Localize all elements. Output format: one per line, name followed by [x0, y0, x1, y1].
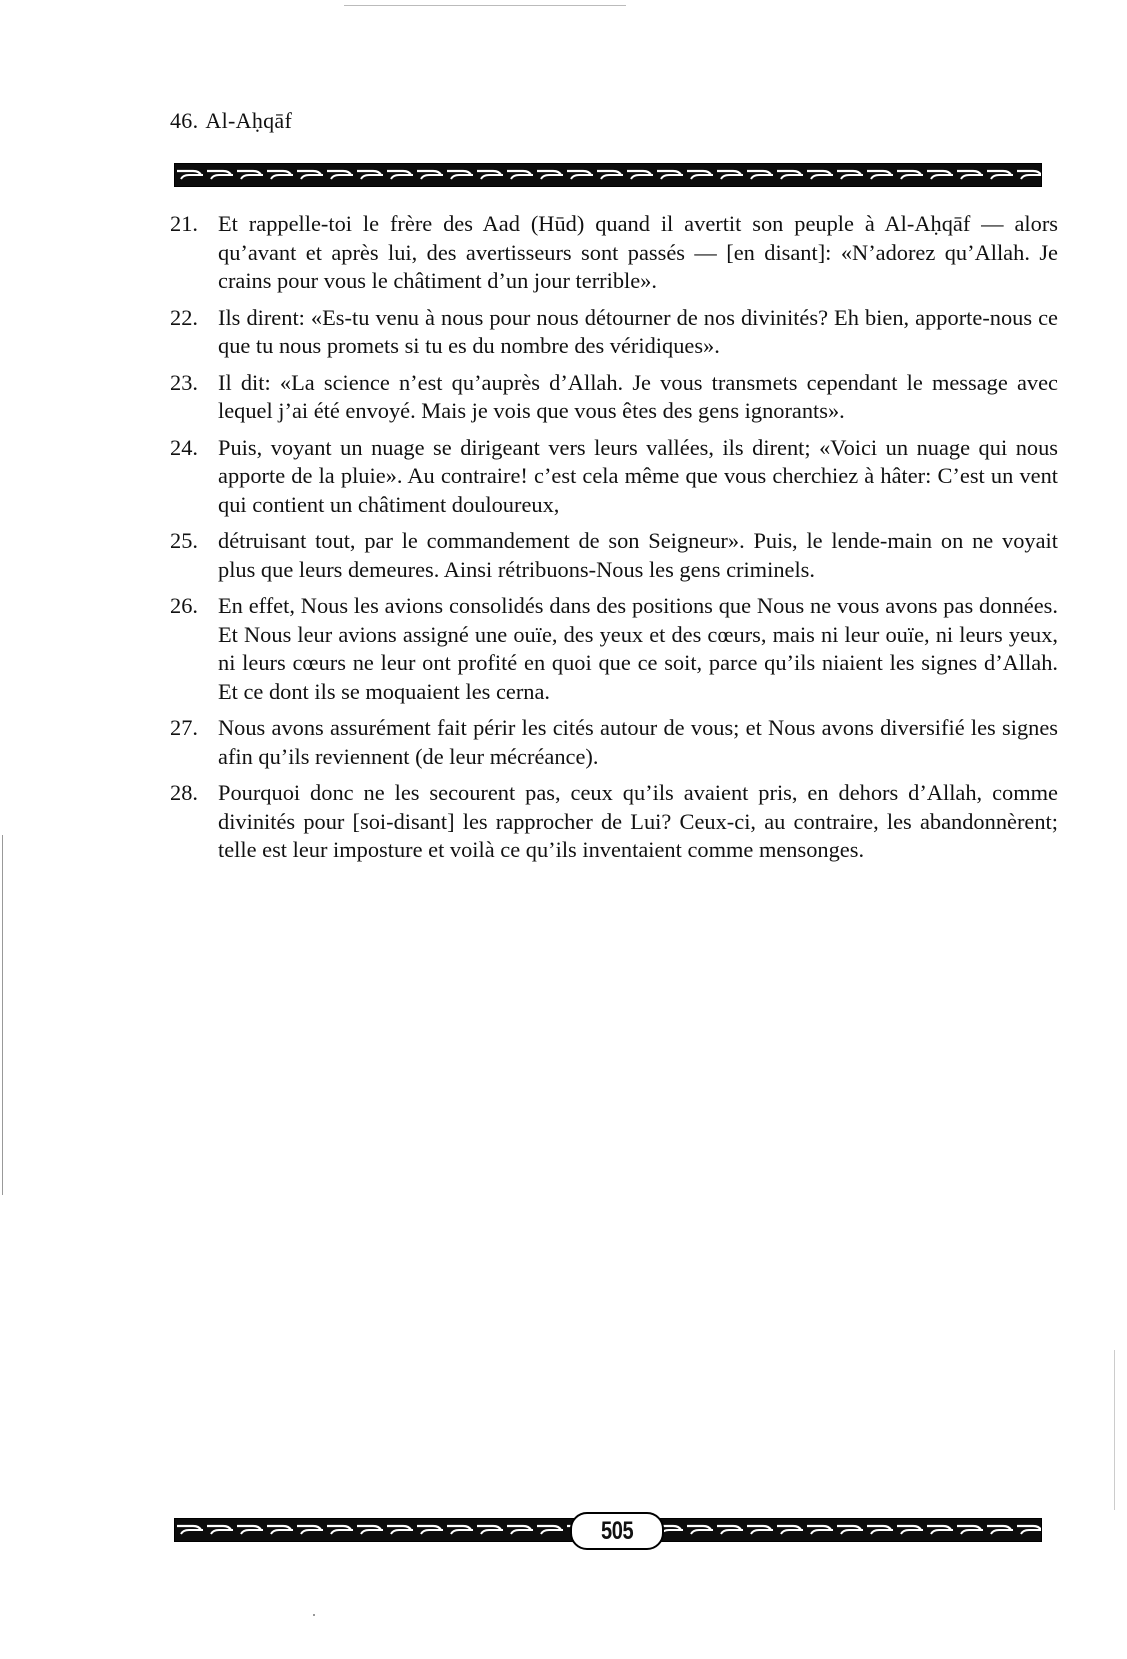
verse-text: détruisant tout, par le commandement de son Seigneur». Puis, le lende-main on ne voyait plus que leurs demeures. Ainsi rétribuons-Nous les gens criminels.	[218, 528, 1058, 582]
verse-text: Pourquoi donc ne les secourent pas, ceux qu’ils avaient pris, en dehors d’Allah, comme divinités pour [soi-disant] les rapprocher de Lui? Ceux-ci, au contraire, les abandonnèrent; telle est leur imposture et voilà ce qu’ils inventaient comme mensonges.	[218, 780, 1058, 862]
verse-25	[170, 527, 1058, 584]
page-number: 505	[600, 1516, 634, 1545]
verse-number: 27.	[170, 715, 198, 740]
verse-22	[170, 304, 1058, 361]
verse-number: 28.	[170, 780, 198, 805]
surah-name: Al-Aḥqāf	[205, 108, 293, 133]
verse-number: 26.	[170, 593, 198, 618]
verse-text: Il dit: «La science n’est qu’auprès d’Allah. Je vous transmets cependant le message avec lequel j’ai été envoyé. Mais je vois que vous êtes des gens ignorants».	[218, 369, 1058, 423]
scan-speck	[313, 1614, 315, 1616]
running-header	[170, 108, 292, 134]
verse-24	[170, 434, 1058, 520]
verse-number: 23.	[170, 369, 198, 395]
verse-28	[170, 779, 1058, 865]
verse-27	[170, 714, 1058, 771]
page-number-badge	[570, 1512, 664, 1550]
verse-number: 24.	[170, 434, 198, 460]
verse-23	[170, 369, 1058, 426]
verse-text: Et rappelle-toi le frère des Aad (Hūd) quand il avertit son peuple à Al-Aḥqāf — alors qu’avant et après lui, des avertisseurs sont passés — [en disant]: «N’adorez qu’Allah. Je crains pour vous le châtiment d’un jour terrible».	[218, 211, 1058, 293]
verse-number: 22.	[170, 304, 198, 330]
ornament-pattern-top	[175, 164, 1041, 186]
verse-text: Ils dirent: «Es-tu venu à nous pour nous détourner de nos divinités? Eh bien, apporte-nous ce que tu nous promets si tu es du nombre des véridiques».	[218, 304, 1058, 358]
verse-number: 21.	[170, 211, 198, 236]
verse-21	[170, 210, 1058, 296]
scan-top-rule	[344, 5, 626, 6]
verse-list	[170, 210, 1058, 873]
surah-number: 46.	[170, 108, 199, 133]
verse-text: En effet, Nous les avions consolidés dans des positions que Nous ne vous avons pas données. Et Nous leur avions assigné une ouïe, des yeux et des cœurs, mais ni leur ouïe, ni leurs yeux, ni leurs cœurs ne leur ont profité en quoi que ce soit, parce qu’ils niaient les signes d’Allah. Et ce dont ils se moquaient les cerna.	[218, 593, 1058, 704]
verse-text: Nous avons assurément fait périr les cités autour de vous; et Nous avons diversifié les signes afin qu’ils reviennent (de leur mécréance).	[218, 715, 1058, 769]
scan-edge-mark-right	[1114, 1350, 1115, 1510]
verse-number: 25.	[170, 528, 198, 553]
decorative-border-top	[174, 163, 1042, 187]
scan-edge-mark	[2, 835, 3, 1195]
verse-text: Puis, voyant un nuage se dirigeant vers leurs vallées, ils dirent; «Voici un nuage qui nous apporte de la pluie». Au contraire! c’est cela même que vous cherchiez à hâter: C’est un vent qui contient un châtiment douloureux,	[218, 434, 1058, 517]
verse-26	[170, 592, 1058, 706]
